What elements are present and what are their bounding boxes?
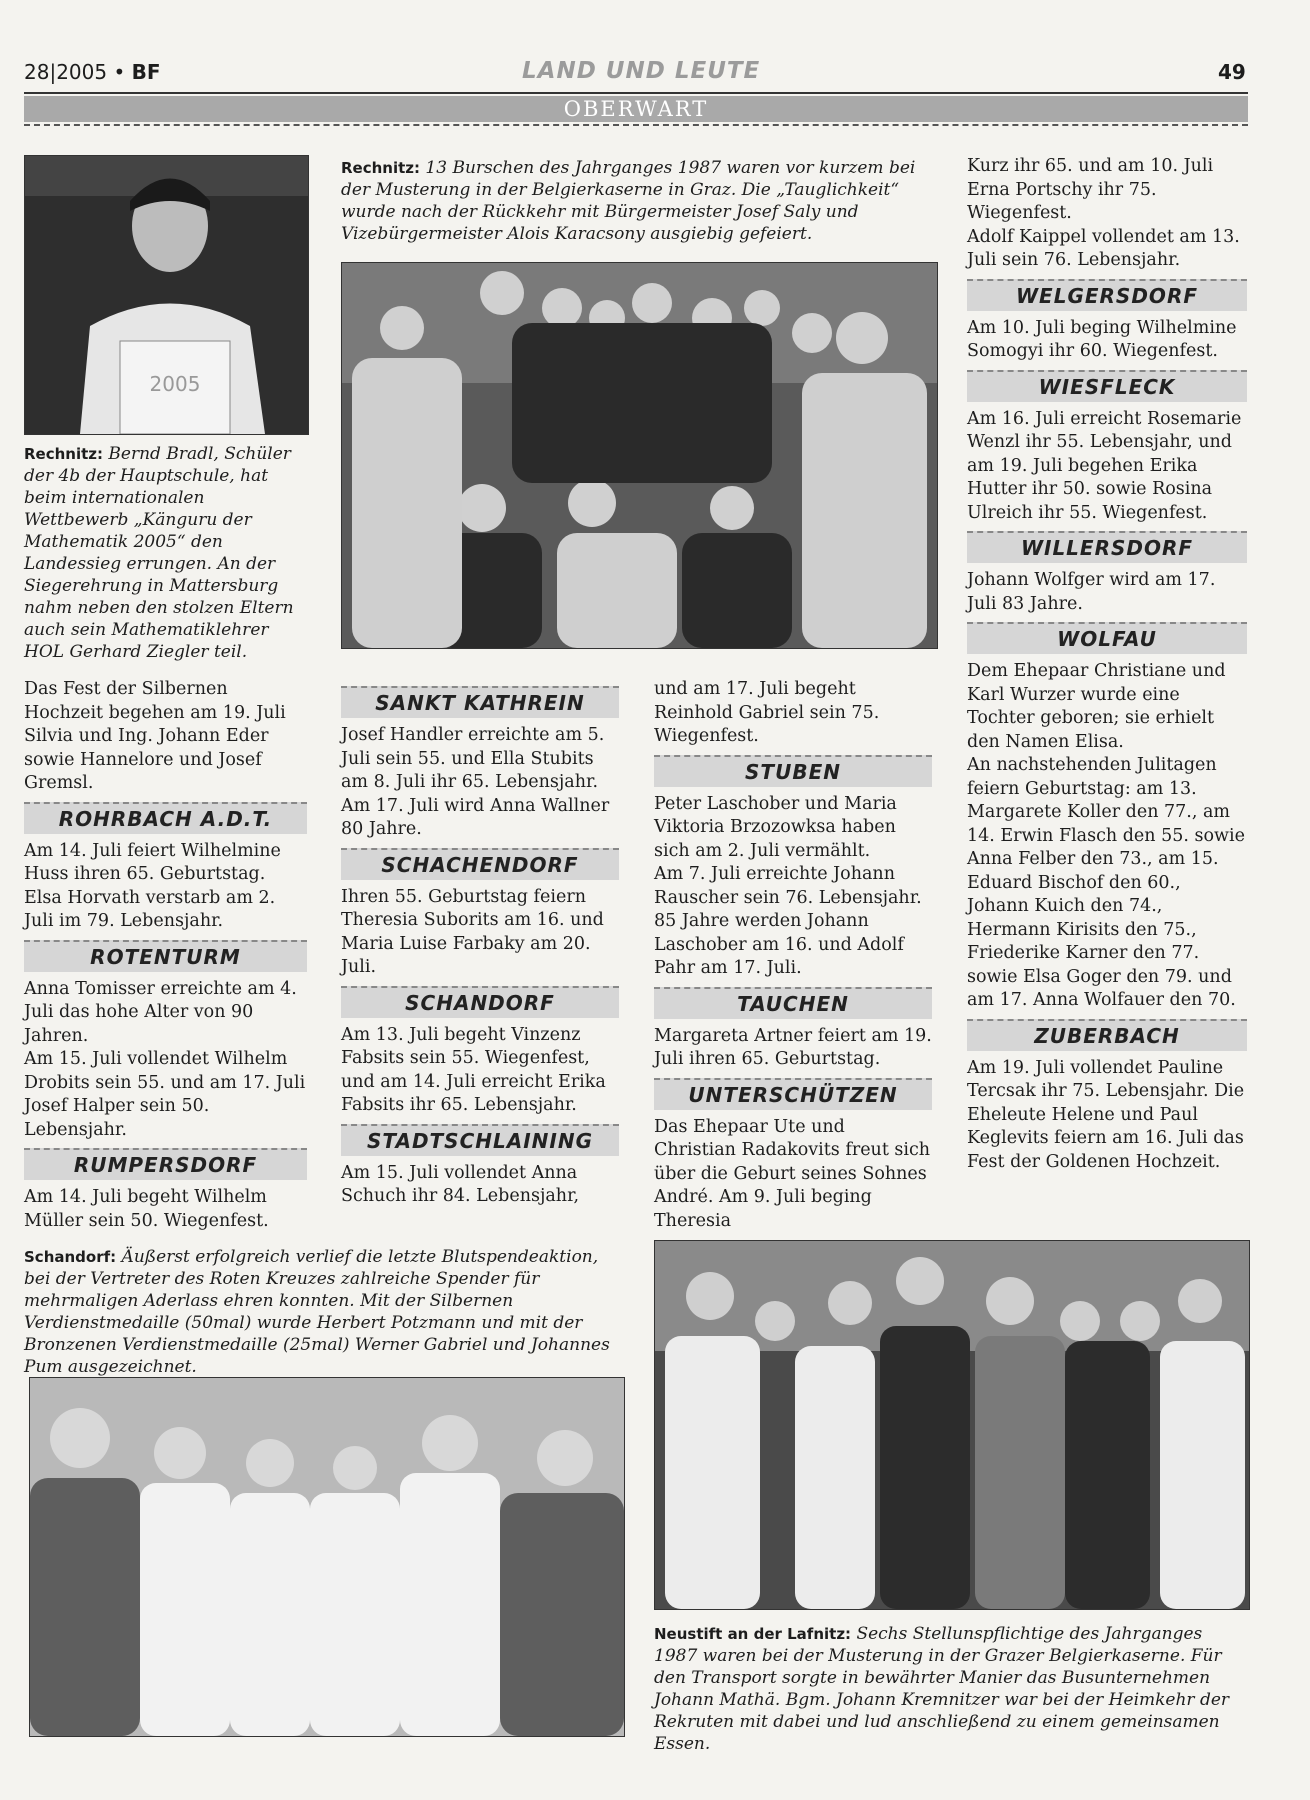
paragraph-wolfau-2: An nachstehenden Julitagen feiern Geburtstag: am 13. Margarete Koller den 77., am 14. Erwin Flasch den 55. sowie Anna Felber den 73., am 15. Eduard Bischof den 60., Johann Kuich den 74., Hermann Kirisits den 75., Friederike Karner den 77. sowie Elsa Goger den 79. und am 17. Anna Wolfauer den 70. (967, 755, 1245, 1010)
caption-text: Bernd Bradl, Schüler der 4b der Hauptschule, hat beim internationalen Wettbewerb „Känguru der Mathematik 2005“ den Landessieg errungen. An der Siegerehrung in Mattersburg nahm neben den stolzen Eltern auch sein Mathematiklehrer HOL Gerhard Ziegler teil. (24, 444, 294, 662)
heading-text: WOLFAU (1057, 627, 1157, 651)
heading-schachendorf (341, 848, 619, 880)
caption-place: Neustift an der Lafnitz: (654, 1625, 852, 1643)
heading-willersdorf (967, 531, 1247, 563)
caption-text: 13 Burschen des Jahrganges 1987 waren vor kurzem bei der Musterung in der Belgierkaserne in Graz. Die „Tauglichkeit“ wurde nach der Rückkehr mit Bürgermeister Josef Saly und Vizebürgermeister Alois Karacsony ausgiebig gefeiert. (341, 158, 916, 244)
caption-place: Schandorf: (24, 1248, 117, 1266)
paragraph-schachendorf: Ihren 55. Geburtstag feiern Theresia Suborits am 16. und Maria Luise Farbaky am 20. Juli. (341, 886, 604, 977)
paragraph-rotenturm-2: Am 15. Juli vollendet Wilhelm Drobits sein 55. und am 17. Juli Josef Halper sein 50. Lebensjahr. (24, 1049, 306, 1140)
paragraph-willersdorf: Johann Wolfger wird am 17. Juli 83 Jahre. (967, 570, 1216, 614)
caption-place: Rechnitz: (24, 445, 104, 463)
paragraph-unterschuetzen: Das Ehepaar Ute und Christian Radakovits freut sich über die Geburt seines Sohnes André. Am 9. Juli beging Theresia (654, 1116, 931, 1231)
column-4 (967, 155, 1247, 1174)
paragraph-wolfau-1: Dem Ehepaar Christiane und Karl Wurzer wurde eine Tochter geboren; sie erhielt den Namen Elisa. (967, 661, 1226, 752)
heading-welgersdorf (967, 279, 1247, 311)
heading-text: STADTSCHLAINING (366, 1128, 594, 1153)
heading-wolfau (967, 622, 1247, 654)
heading-rotenturm (24, 940, 307, 972)
heading-text: UNTERSCHÜTZEN (688, 1082, 898, 1107)
caption-blutspende (24, 1246, 624, 1378)
paragraph-stadtschlaining: Am 15. Juli vollendet Anna Schuch ihr 84. Lebensjahr, (341, 1162, 580, 1206)
heading-text: RUMPERSDORF (73, 1153, 258, 1177)
paragraph-rotenturm-1: Anna Tomisser erreichte am 4. Juli das hohe Alter von 90 Jahren. (24, 978, 297, 1046)
issue-number: 28|2005 • BF (24, 60, 161, 84)
heading-text: WELGERSDORF (1015, 283, 1198, 308)
paragraph-continued-2: Adolf Kaippel vollendet am 13. Juli sein 76. Lebensjahr. (967, 226, 1240, 270)
caption-musterung-rechnitz (341, 157, 941, 245)
heading-text: WIESFLECK (1038, 374, 1176, 399)
paragraph-zuberbach: Am 19. Juli vollendet Pauline Tercsak ihr 75. Lebensjahr. Die Eheleute Helene und Paul Keglevits feiern am 16. Juli das Fest der Goldenen Hochzeit. (967, 1057, 1245, 1172)
paragraph-schandorf: Am 13. Juli begeht Vinzenz Fabsits sein 55. Wiegenfest, und am 14. Juli erreicht Erika Fabsits ihr 65. Lebensjahr. (341, 1024, 606, 1115)
paragraph-stuben-2: Am 7. Juli erreichte Johann Rauscher sein 76. Lebensjahr. 85 Jahre werden Johann Laschober am 16. und Adolf Pahr am 17. Juli. (654, 864, 922, 978)
column-3 (654, 678, 932, 1233)
header-rule (24, 92, 1248, 94)
heading-text: ROTENTURM (90, 944, 241, 969)
page-number: 49 (1218, 60, 1246, 84)
column-1 (24, 678, 307, 1233)
heading-text: WILLERSDORF (1020, 536, 1194, 560)
caption-text: Sechs Stellunspflichtige des Jahrganges 1987 waren bei der Musterung in der Grazer Belgierkaserne. Für den Transport sorgte in bewährter Manier das Busunternehmen Johann Mathä. Bgm. Johann Kremnitzer war bei der Heimkehr der Rekruten mit dabei und lud anschließend zu einem gemeinsamen Essen. (654, 1624, 1230, 1754)
heading-rohrbach (24, 802, 307, 834)
paragraph-rumpersdorf: Am 14. Juli begeht Wilhelm Müller sein 50. Wiegenfest. (24, 1187, 269, 1231)
paragraph-stuben-1: Peter Laschober und Maria Viktoria Brzozowksa haben sich am 2. Juli vermählt. (654, 793, 897, 861)
heading-text: STUBEN (745, 759, 841, 784)
paper-label: BF (131, 60, 161, 84)
paragraph-continued: und am 17. Juli begeht Reinhold Gabriel sein 75. Wiegenfest. (654, 679, 880, 746)
caption-bradl (24, 443, 309, 663)
heading-unterschuetzen (654, 1078, 932, 1110)
heading-rumpersdorf (24, 1148, 307, 1180)
photo-bradl (24, 155, 309, 435)
region-banner (24, 96, 1248, 122)
section-title: LAND UND LEUTE (522, 58, 761, 84)
heading-text: ROHRBACH A.D.T. (58, 806, 273, 831)
heading-text: SCHANDORF (405, 990, 555, 1015)
caption-text: Äußerst erfolgreich verlief die letzte Blutspendeaktion, bei der Vertreter des Roten Kreuzes zahlreiche Spender für mehrmaligen Aderlass ehren konnten. Mit der Silbernen Verdienstmedaille (50mal) wurde Herbert Potzmann und mit der Bronzenen Verdienstmedaille (25mal) Werner Gabriel und Johannes Pum ausgezeichnet. (24, 1247, 610, 1377)
heading-text: TAUCHEN (737, 991, 849, 1016)
paragraph-welgersdorf: Am 10. Juli beging Wilhelmine Somogyi ihr 60. Wiegenfest. (967, 317, 1237, 361)
heading-text: SCHACHENDORF (381, 852, 579, 877)
region-title: OBERWART (563, 97, 709, 121)
paragraph-tauchen: Margareta Artner feiert am 19. Juli ihren 65. Geburtstag. (654, 1025, 932, 1069)
photo-blutspende (29, 1377, 625, 1737)
caption-place: Rechnitz: (341, 159, 421, 177)
header-dashed-divider (24, 124, 1248, 126)
heading-text: SANKT KATHREIN (375, 691, 585, 715)
heading-stuben (654, 755, 932, 787)
heading-zuberbach (967, 1019, 1247, 1051)
heading-sankt-kathrein (341, 686, 619, 718)
paragraph-rohrbach: Am 14. Juli feiert Wilhelmine Huss ihren 65. Geburtstag. Elsa Horvath verstarb am 2. Juli im 79. Lebensjahr. (24, 840, 281, 931)
caption-neustift (654, 1623, 1248, 1755)
column-2 (341, 680, 619, 1209)
certificate-year: 2005 (149, 372, 201, 396)
paragraph-silberne-hochzeit: Das Fest der Silbernen Hochzeit begehen am 19. Juli Silvia und Ing. Johann Eder sowie Hannelore und Josef Gremsl. (24, 679, 286, 793)
heading-wiesfleck (967, 370, 1247, 402)
heading-stadtschlaining (341, 1124, 619, 1156)
photo-musterung-rechnitz (341, 262, 938, 649)
paragraph-wiesfleck: Am 16. Juli erreicht Rosemarie Wenzl ihr 55. Lebensjahr, und am 19. Juli begehen Erika Hutter ihr 50. sowie Rosina Ulreich ihr 55. Wiegenfest. (967, 408, 1242, 523)
heading-text: ZUBERBACH (1034, 1023, 1180, 1048)
issue-label: 28|2005 (24, 60, 108, 84)
paragraph-continued-1: Kurz ihr 65. und am 10. Juli Erna Portschy ihr 75. Wiegenfest. (967, 156, 1214, 223)
paragraph-sankt-kathrein: Josef Handler erreichte am 5. Juli sein 55. und Ella Stubits am 8. Juli ihr 65. Lebensjahr. Am 17. Juli wird Anna Wallner 80 Jahre. (341, 725, 610, 839)
heading-schandorf (341, 986, 619, 1018)
heading-tauchen (654, 987, 932, 1019)
photo-neustift (654, 1240, 1250, 1610)
